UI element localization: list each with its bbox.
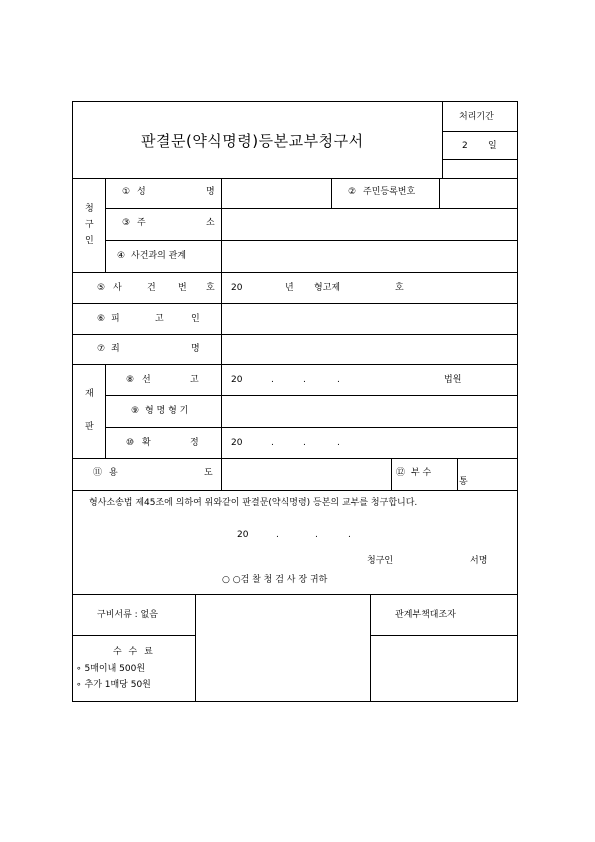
finality-date-dot-2: . bbox=[303, 438, 306, 448]
charge-num: ⑦ bbox=[97, 344, 106, 354]
sentence-label-1: 선 bbox=[142, 375, 151, 385]
receipt-stamp-area bbox=[197, 596, 368, 700]
charge-value-field[interactable] bbox=[223, 336, 515, 363]
finality-label-2: 정 bbox=[190, 438, 199, 448]
defendant-value-field[interactable] bbox=[223, 305, 515, 333]
charge-label-2: 명 bbox=[191, 344, 200, 354]
processing-period-unit: 일 bbox=[488, 141, 497, 151]
case-no-label-3: 번 bbox=[178, 283, 187, 293]
sentence-court: 법원 bbox=[444, 375, 462, 385]
request-date-dot-3: . bbox=[348, 530, 351, 540]
name-value-field[interactable] bbox=[223, 180, 329, 207]
declaration-text: 형사소송법 제45조에 의하여 위와같이 판결문(약식명령) 등본의 교부를 청구합니다. bbox=[89, 498, 418, 508]
sentence-date-dot-2: . bbox=[303, 375, 306, 385]
finality-date-prefix: 20 bbox=[231, 438, 243, 448]
name-num: ① bbox=[122, 187, 131, 197]
finality-date-dot-1: . bbox=[271, 438, 274, 448]
purpose-label-2: 도 bbox=[204, 468, 213, 478]
name-label-1: 성 bbox=[137, 187, 146, 197]
case-year-unit: 년 bbox=[285, 283, 294, 293]
rrn-label: 주민등록번호 bbox=[363, 187, 416, 197]
copies-unit: 통 bbox=[459, 477, 468, 487]
request-date-prefix: 20 bbox=[237, 530, 249, 540]
case-year-prefix: 20 bbox=[231, 283, 243, 293]
request-date-dot-1: . bbox=[276, 530, 279, 540]
case-no-label-1: 사 bbox=[113, 283, 122, 293]
fee-item-1: ∘ 5매이내 500원 bbox=[76, 664, 146, 674]
rrn-num: ② bbox=[348, 187, 357, 197]
address-label-2: 소 bbox=[206, 218, 215, 228]
finality-date-dot-3: . bbox=[337, 438, 340, 448]
defendant-label-2: 고 bbox=[155, 314, 164, 324]
fee-title: 수 수 료 bbox=[113, 647, 155, 657]
finality-num: ⑩ bbox=[126, 438, 135, 448]
sentence-date-dot-1: . bbox=[271, 375, 274, 385]
copies-num: ⑫ bbox=[396, 468, 406, 478]
sentence-label-2: 고 bbox=[190, 375, 199, 385]
penalty-num: ⑨ bbox=[131, 406, 140, 416]
address-label-1: 주 bbox=[137, 218, 146, 228]
recipient-text: ○ ○검 찰 청 검 사 장 귀하 bbox=[222, 575, 328, 585]
purpose-value-field[interactable] bbox=[223, 460, 389, 489]
applicant-group-label-2: 구 bbox=[85, 220, 94, 230]
copies-label: 부 수 bbox=[411, 468, 432, 478]
case-type: 형고제 bbox=[314, 283, 341, 293]
applicant-group-label-1: 청 bbox=[85, 204, 94, 214]
applicant-group-label-3: 인 bbox=[85, 236, 94, 246]
defendant-label-3: 인 bbox=[191, 314, 200, 324]
sentence-num: ⑧ bbox=[126, 375, 135, 385]
fee-item-2: ∘ 추가 1매당 50원 bbox=[76, 680, 151, 690]
finality-label-1: 확 bbox=[142, 438, 151, 448]
defendant-num: ⑥ bbox=[97, 314, 106, 324]
case-no-label-4: 호 bbox=[206, 283, 215, 293]
name-label-2: 명 bbox=[206, 187, 215, 197]
processing-period-label: 처리기간 bbox=[459, 112, 494, 122]
case-no-unit: 호 bbox=[395, 283, 404, 293]
request-form bbox=[72, 101, 518, 702]
case-no-label-2: 건 bbox=[147, 283, 156, 293]
attachments-text: 구비서류 : 없음 bbox=[97, 610, 158, 620]
relation-value-field[interactable] bbox=[223, 242, 515, 271]
signer-label: 청구인 bbox=[367, 556, 394, 566]
form-title: 판결문(약식명령)등본교부청구서 bbox=[141, 132, 364, 150]
trial-group-label-1: 재 bbox=[85, 389, 94, 399]
rrn-value-field[interactable] bbox=[441, 180, 515, 207]
penalty-label: 형 명 형 기 bbox=[145, 406, 189, 416]
charge-label-1: 죄 bbox=[111, 344, 120, 354]
defendant-label-1: 피 bbox=[111, 314, 120, 324]
sentence-date-dot-3: . bbox=[337, 375, 340, 385]
request-date-dot-2: . bbox=[315, 530, 318, 540]
signer-sign: 서명 bbox=[470, 556, 488, 566]
address-value-field[interactable] bbox=[223, 210, 515, 239]
trial-group-label-2: 판 bbox=[85, 422, 94, 432]
address-num: ③ bbox=[122, 218, 131, 228]
penalty-value-field[interactable] bbox=[223, 397, 515, 426]
confirm-label: 관계부책대조자 bbox=[395, 610, 456, 620]
case-no-num: ⑤ bbox=[97, 283, 106, 293]
sentence-date-prefix: 20 bbox=[231, 375, 243, 385]
relation-num: ④ bbox=[117, 251, 126, 261]
purpose-num: ⑪ bbox=[93, 468, 103, 478]
processing-period-value: 2 bbox=[462, 141, 468, 151]
purpose-label-1: 용 bbox=[109, 468, 118, 478]
relation-label: 사건과의 관계 bbox=[131, 251, 187, 261]
